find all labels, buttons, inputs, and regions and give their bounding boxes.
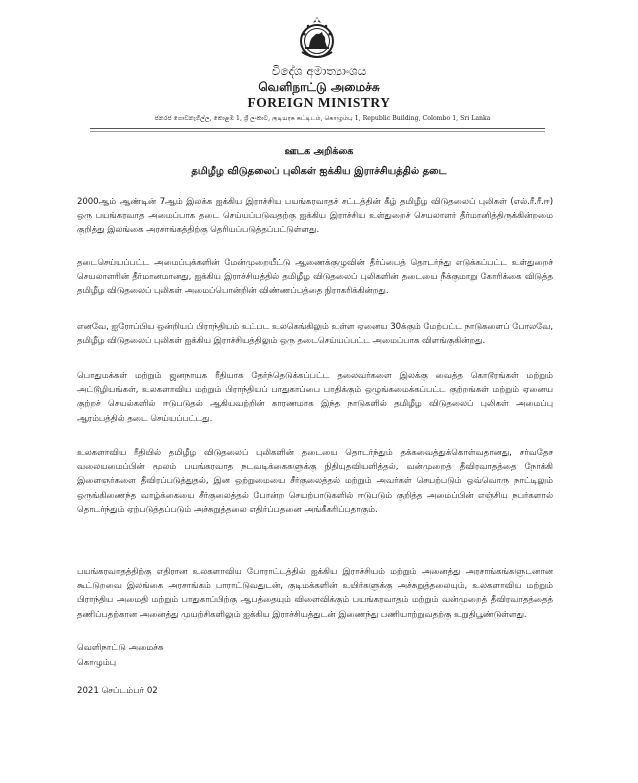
body-paragraph: தடைசெய்யப்பட்ட அமைப்புக்களின் மேன்முறையீட்டு ஆணைக்குழுவின் தீர்ப்பைத் தொடர்ந்து எடுக்கப்பட்ட உள்துறைச் செயலாளரின் தீர்மானமானது, ஐக்கிய இராச்சியத்தில் தமிழீழ விடுதலைப் புலிகளின் தடையை நீக்குமாறு கோரிக்கை விடுத்த தமிழீழ விடுதலைப் புலிகள் அமைப்பொன்றின் விண்ணப்பத்தை நிராகரிக்கின்றது. <box>77 258 553 297</box>
header-divider <box>90 128 545 129</box>
ministry-name-tamil: வெளிநாட்டு அமைச்சு <box>258 80 380 94</box>
document-title: தமிழீழ விடுதலைப் புலிகள் ஐக்கிய இராச்சியத்தில் தடை <box>191 166 447 177</box>
body-paragraph: பொதுமக்கள் மற்றும் ஜனநாயக ரீதியாக தேர்ந்தெடுக்கப்பட்ட தலைவர்களை இலக்கு வைத்த கொடூரங்கள் மற்றும் அட்டூழியங்கள், உலகளாவிய மற்றும் பிராந்தியப் பாதுகாப்பை பாதிக்கும் ஒழுங்கமைக்கப்பட்ட குற்றங்கள் மற்றும் ஏனைய குற்றச் செயல்களில் ஈடுபடுதல் ஆகியவற்றின் காரணமாக இந்த நாடுகளில் தமிழீழ விடுதலைப் புலிகள் அமைப்பு ஆரம்பத்தில் தடை செய்யப்பட்டது. <box>77 371 553 424</box>
sri-lanka-emblem-icon <box>296 14 338 64</box>
body-paragraph: எனவே, ஐரோப்பிய ஒன்றியப் பிராந்தியம் உட்பட உலகெங்கிலும் உள்ள ஏனைய 30க்கும் மேற்பட்ட நாடுகளைப் போலவே, தமிழீழ விடுதலைப் புலிகள் ஐக்கிய இராச்சியத்திலும் ஒரு தடைசெய்யப்பட்ட அமைப்பாக விளங்குகின்றது. <box>77 322 553 347</box>
ministry-name-english: FOREIGN MINISTRY <box>247 95 391 110</box>
body-paragraph: உலகளாவிய ரீதியில் தமிழீழ விடுதலைப் புலிகளின் தடையை தொடர்ந்தும் தக்கவைத்துக்கொள்வதானது, சர்வதேச வலையமைப்பின் மூலம் பயங்கரவாத நடவடிக்கைகளுக்கு நிதியுதவியளித்தல், வன்முறைத் தீவிரவாதத்தை நோக்கி இளைஞர்களை தீவிரப்படுத்துதல், இன ஒற்றுமையை சீர்குலைத்தல் மற்றும் அவர்கள் செயற்படும் ஒவ்வொரு நாட்டிலும் ஒருங்கிணைந்த வாழ்க்கையை சீர்குலைத்தல் போன்ற செயற்பாடுகளில் ஈடுபடும் குறித்த அமைப்பின் எஞ்சிய நபர்களால் தொடர்ந்தும் ஏற்படுத்தப்படும் அச்சுறுத்தலை எதிர்ப்பதனை அங்கீகரிப்பதாகும். <box>77 448 553 515</box>
ministry-name-sinhala: විදේශ අමාත්‍යාංශය <box>271 64 367 78</box>
signature-ministry: வெளிநாட்டு அமைச்சு <box>77 643 164 653</box>
ministry-address: ජනරජ ගොඩනැගිල්ල, කොළඹ 1, ශ්‍රී ලංකාව, குடியரசு கட்டிடம், கொழும்பு 1, Republic Building, Colombo 1, Sri Lanka <box>154 115 491 122</box>
body-paragraph: 2000ஆம் ஆண்டின் 7ஆம் இலக்க ஐக்கிய இராச்சிய பயங்கரவாதச் சட்டத்தின் கீழ் தமிழீழ விடுதலைப் புலிகள் (எல்.ரீ.ரீ.ஈ) ஒரு பயங்கரவாத அமைப்பாக தடை செய்யப்படுவதற்கு ஐக்கிய இராச்சிய உள்துறைச் செயலாளர் தீர்மானித்திருக்கின்றமை குறித்து இலங்கை அரசாங்கத்திற்கு தெரியப்படுத்தப்பட்டுள்ளது. <box>77 197 553 236</box>
header-divider-thin <box>90 131 545 132</box>
document-date: 2021 செப்டம்பர் 02 <box>77 686 158 696</box>
signature-city: கொழும்பு <box>77 658 117 668</box>
document-type-label: ஊடக அறிக்கை <box>284 146 354 157</box>
body-paragraph: பயங்கரவாதத்திற்கு எதிரான உலகளாவிய போராட்டத்தில் ஐக்கிய இராச்சியம் மற்றும் அனைத்து அரசாங்கங்களுடனான கூட்டுறவை இலங்கை அரசாங்கம் பாராட்டுவதுடன், குடிமக்களின் உயிர்களுக்கு அச்சுறுத்தலையும், உலகளாவிய மற்றும் பிராந்திய அமைதி மற்றும் பாதுகாப்பிற்கு ஆபத்தையும் விளைவிக்கும் பயங்கரவாதம் மற்றும் வன்முறைத் தீவிரவாதத்தைத் தணிப்பதற்கான அனைத்து முயற்சிகளிலும் ஐக்கிய இராச்சியத்துடன் இணைந்து பணியாற்றுவதற்கு உறுதிபூண்டுள்ளது. <box>77 567 553 620</box>
